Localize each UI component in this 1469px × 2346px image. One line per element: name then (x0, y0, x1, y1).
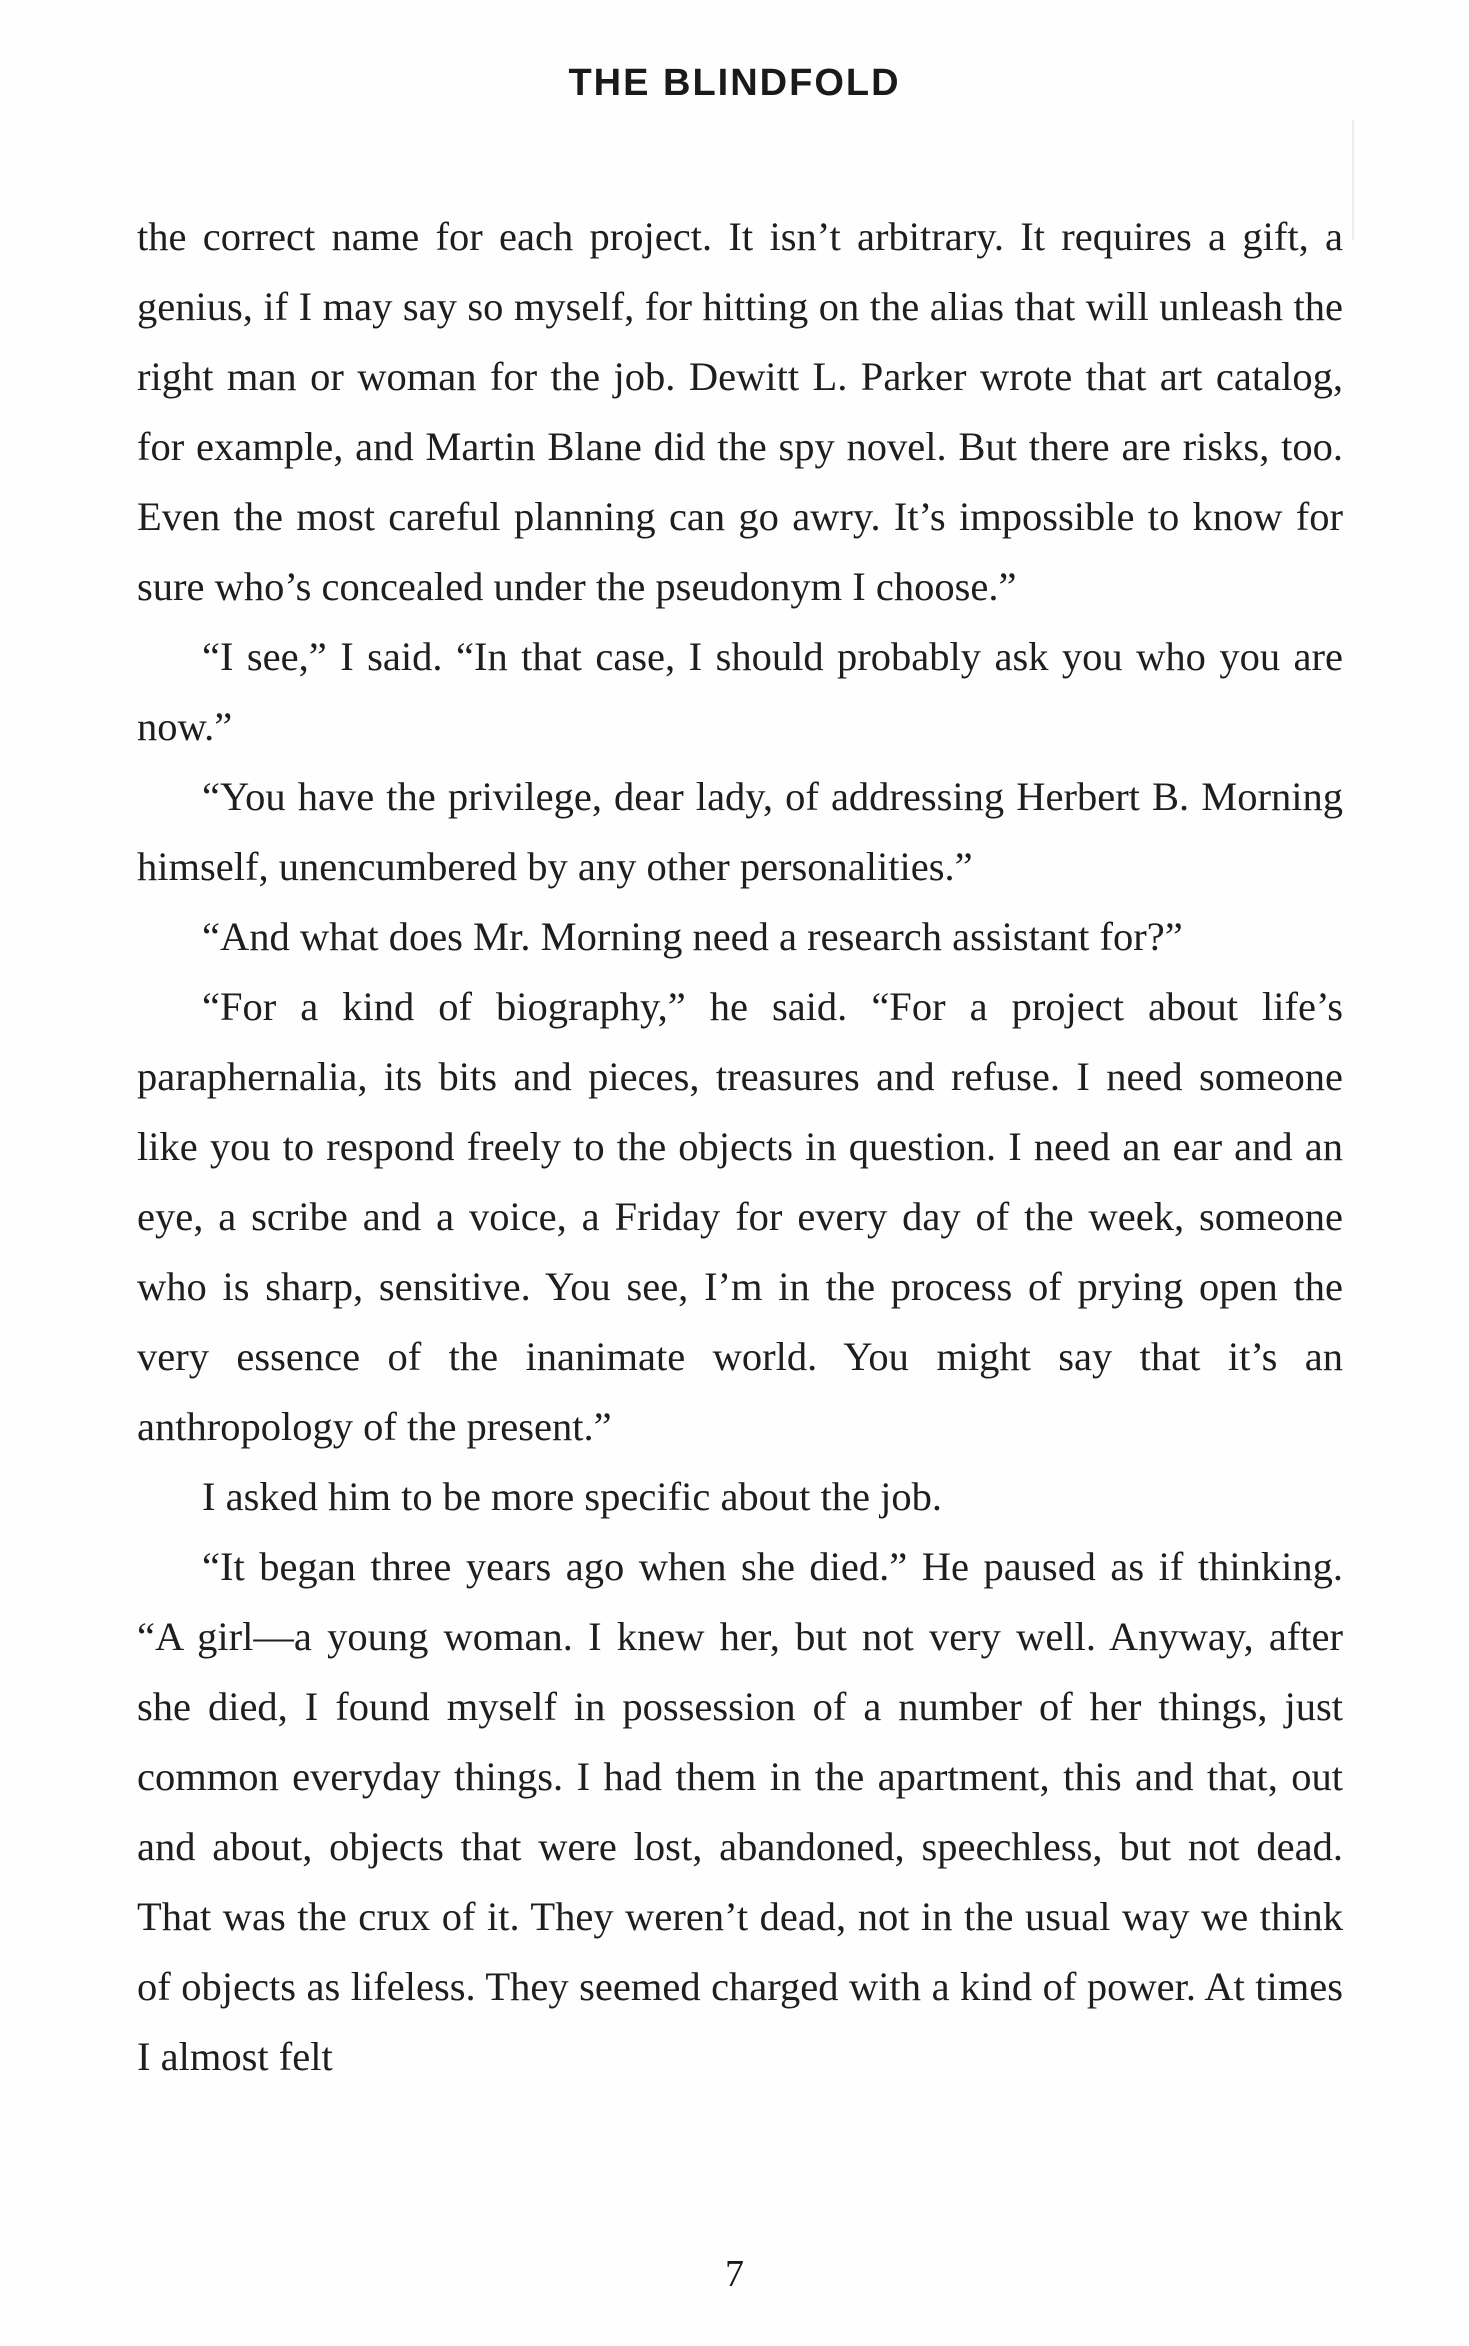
paragraph-continued: the correct name for each project. It isn’t arbitrary. It requires a gift, a genius, if I may say so myself, for hitting on the alias that will unleash the right man or woman for the job. Dewitt L. Parker wrote that art catalog, for example, and Martin Blane did the spy novel. But there are risks, too. Even the most careful planning can go awry. It’s impossible to know for sure who’s concealed under the pseudonym I choose.” (137, 214, 1343, 609)
paragraph: I asked him to be more specific about the job. (202, 1474, 943, 1519)
paragraph: “You have the privilege, dear lady, of addressing Herbert B. Morning himself, unencumbered by any other personalities.” (137, 774, 1343, 889)
page-number: 7 (725, 2253, 744, 2295)
paragraph: “And what does Mr. Morning need a research assistant for?” (202, 914, 1183, 959)
running-head-title: THE BLINDFOLD (568, 62, 901, 104)
body-text (137, 202, 1343, 2092)
paragraph: “I see,” I said. “In that case, I should probably ask you who you are now.” (137, 634, 1343, 749)
paragraph: “It began three years ago when she died.” He paused as if thinking. “A girl—a young woman. I knew her, but not very well. Anyway, after she died, I found myself in possession of a number of her things, just common everyday things. I had them in the apartment, this and that, out and about, objects that were lost, abandoned, speechless, but not dead. That was the crux of it. They weren’t dead, not in the usual way we think of objects as lifeless. They seemed charged with a kind of power. At times I almost felt (137, 1544, 1343, 2079)
paragraph: “For a kind of biography,” he said. “For a project about life’s paraphernalia, its bits and pieces, treasures and refuse. I need someone like you to respond freely to the objects in question. I need an ear and an eye, a scribe and a voice, a Friday for every day of the week, someone who is sharp, sensitive. You see, I’m in the process of prying open the very essence of the inanimate world. You might say that it’s an anthropology of the present.” (137, 984, 1343, 1449)
page-edge-shadow (1352, 120, 1354, 240)
